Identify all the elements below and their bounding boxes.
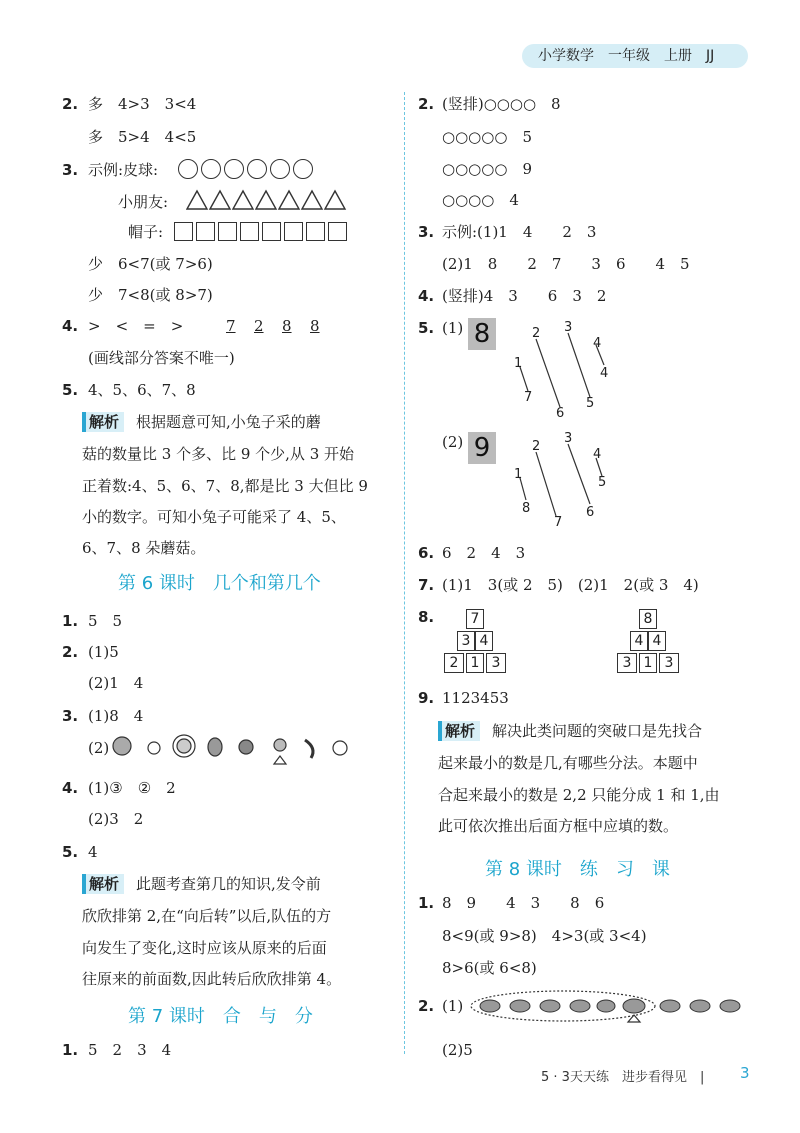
analysis-text: 根据题意可知,小兔子采的蘑 bbox=[136, 413, 321, 431]
answer-line: 多 4>3 3<4 bbox=[88, 95, 197, 113]
analysis-block bbox=[438, 721, 702, 741]
diagram-number: 2 bbox=[532, 326, 541, 341]
answer-line: (1)1 3(或 2 5) (2)1 2(或 3 4) bbox=[442, 576, 699, 594]
pyramid-cell: 7 bbox=[466, 609, 484, 629]
analysis-text: 起来最小的数是几,有哪些分法。本题中 bbox=[438, 754, 698, 772]
underlined-answer: 2 bbox=[254, 317, 264, 335]
strawberry-icon bbox=[274, 739, 286, 751]
answer-line: (竖排)4 3 6 3 2 bbox=[442, 287, 607, 305]
sub-label: (1) bbox=[442, 997, 464, 1015]
triangle-shape bbox=[210, 191, 230, 209]
q-number: 2. bbox=[418, 997, 435, 1015]
pyramid-cell: 4 bbox=[630, 631, 648, 651]
pyramid-cell: 3 bbox=[617, 653, 637, 673]
diagram-number: 6 bbox=[556, 406, 565, 420]
highlighted-digit: 8 bbox=[468, 318, 496, 350]
square-shape bbox=[284, 222, 303, 241]
answer-line: (2)1 8 2 7 3 6 4 5 bbox=[442, 255, 690, 273]
triangle-shape bbox=[256, 191, 276, 209]
analysis-block bbox=[82, 874, 321, 894]
answer-label: 帽子: bbox=[128, 223, 164, 241]
pyramid-cell: 2 bbox=[444, 653, 464, 673]
fish-icon bbox=[690, 1000, 710, 1012]
q-number: 3. bbox=[62, 161, 79, 179]
circle-shape bbox=[224, 159, 244, 179]
answer-line: 8<9(或 9>8) 4>3(或 3<4) bbox=[442, 927, 647, 945]
q-number: 7. bbox=[418, 576, 435, 594]
triangle-shape bbox=[325, 191, 345, 209]
peach-icon bbox=[333, 741, 347, 755]
pyramid-cell: 8 bbox=[639, 609, 657, 629]
square-shape bbox=[218, 222, 237, 241]
q-number: 2. bbox=[62, 643, 79, 661]
diagram-number: 1 bbox=[514, 356, 523, 371]
analysis-tag: 解析 bbox=[438, 721, 480, 741]
pyramid-cell: 3 bbox=[486, 653, 506, 673]
diagram-number: 4 bbox=[593, 447, 602, 462]
column-divider bbox=[404, 92, 405, 1054]
q-number: 5. bbox=[418, 319, 435, 337]
fish-icon bbox=[660, 1000, 680, 1012]
q-number: 3. bbox=[62, 707, 79, 725]
diagram-number: 2 bbox=[532, 439, 541, 454]
answer-line: 示例:(1)1 4 2 3 bbox=[442, 223, 597, 241]
pyramid-b bbox=[615, 609, 685, 675]
diagram-number: 3 bbox=[564, 431, 573, 446]
analysis-text: 正着数:4、5、6、7、8,都是比 3 大但比 9 bbox=[82, 477, 368, 495]
analysis-text: 菇的数量比 3 个多、比 9 个少,从 3 开始 bbox=[82, 445, 355, 463]
answer-line: (2)3 2 bbox=[88, 810, 144, 828]
apple-icon bbox=[148, 742, 160, 754]
answer-label: 小朋友: bbox=[118, 193, 169, 211]
underlined-answer: 7 bbox=[226, 317, 236, 335]
answer-line: (1)8 4 bbox=[88, 707, 144, 725]
fish-icon bbox=[623, 999, 645, 1013]
number-lines-diagram-2 bbox=[508, 428, 618, 533]
answer-line: (1)③ ② 2 bbox=[88, 779, 176, 797]
circle-shape bbox=[178, 159, 198, 179]
answer-line: 4、5、6、7、8 bbox=[88, 381, 196, 399]
answer-line: 少 6<7(或 7>6) bbox=[88, 255, 213, 273]
answer-line: ○○○○ 4 bbox=[442, 191, 519, 209]
circle-row bbox=[178, 159, 313, 179]
answer-line: (2)5 bbox=[442, 1041, 473, 1059]
answer-label: 示例:皮球: bbox=[88, 161, 159, 179]
circle-shape bbox=[270, 159, 290, 179]
diagram-number: 3 bbox=[564, 320, 573, 335]
square-shape bbox=[196, 222, 215, 241]
q-number: 6. bbox=[418, 544, 435, 562]
square-row bbox=[174, 222, 347, 241]
diagram-number: 7 bbox=[554, 515, 563, 530]
answer-line: 少 7<8(或 8>7) bbox=[88, 286, 213, 304]
symbols: > < = > bbox=[88, 317, 184, 335]
answer-line: ○○○○○ 5 bbox=[442, 128, 532, 146]
diagram-number: 4 bbox=[600, 366, 609, 381]
answer-line: (2)1 4 bbox=[88, 674, 144, 692]
fish-icon bbox=[510, 1000, 530, 1012]
triangle-row bbox=[186, 189, 366, 211]
pyramid-cell: 3 bbox=[457, 631, 475, 651]
circle-shape bbox=[293, 159, 313, 179]
triangle-shape bbox=[279, 191, 299, 209]
answer-line: 6 2 4 3 bbox=[442, 544, 526, 562]
diagram-number: 1 bbox=[514, 467, 523, 482]
answer-line: (1)5 bbox=[88, 643, 119, 661]
square-shape bbox=[262, 222, 281, 241]
q-number: 1. bbox=[418, 894, 435, 912]
diagram-number: 5 bbox=[598, 475, 607, 490]
triangle-marker-icon bbox=[274, 756, 286, 764]
analysis-text: 向发生了变化,这时应该从原来的后面 bbox=[82, 939, 327, 957]
note: (画线部分答案不唯一) bbox=[88, 349, 235, 367]
q-number: 8. bbox=[418, 608, 435, 626]
answer-line: 1123453 bbox=[442, 689, 509, 707]
triangle-shape bbox=[302, 191, 322, 209]
q-number: 4. bbox=[62, 779, 79, 797]
q-number: 9. bbox=[418, 689, 435, 707]
diagram-number: 7 bbox=[524, 390, 533, 405]
circle-shape bbox=[247, 159, 267, 179]
pyramid-cell: 4 bbox=[648, 631, 666, 651]
square-shape bbox=[240, 222, 259, 241]
square-shape bbox=[174, 222, 193, 241]
analysis-text: 小的数字。可知小兔子可能采了 4、5、 bbox=[82, 508, 346, 526]
underlined-answer: 8 bbox=[310, 317, 320, 335]
diagram-number: 4 bbox=[593, 336, 602, 351]
answer-line: (2) bbox=[88, 739, 110, 757]
analysis-text: 往原来的前面数,因此转后欣欣排第 4。 bbox=[82, 970, 342, 988]
answer-line: 8 9 4 3 8 6 bbox=[442, 894, 605, 912]
pyramid-cell: 4 bbox=[475, 631, 493, 651]
sub-label: (1) bbox=[442, 319, 464, 337]
q-number: 1. bbox=[62, 612, 79, 630]
fish-icon bbox=[570, 1000, 590, 1012]
pyramid-cell: 1 bbox=[639, 653, 657, 673]
analysis-text: 欣欣排第 2,在“向后转”以后,队伍的方 bbox=[82, 907, 332, 925]
analysis-text: 此题考查第几的知识,发令前 bbox=[136, 875, 321, 893]
answer-line: ○○○○○ 9 bbox=[442, 160, 532, 178]
analysis-text: 解决此类问题的突破口是先找合 bbox=[492, 722, 703, 740]
diagram-number: 5 bbox=[586, 396, 595, 411]
fish-icon bbox=[480, 1000, 500, 1012]
banana-icon bbox=[305, 740, 313, 758]
q-number: 2. bbox=[62, 95, 79, 113]
header-label: 小学数学 一年级 上册 JJ bbox=[522, 44, 748, 68]
q-number: 4. bbox=[62, 317, 79, 335]
triangle-shape bbox=[187, 191, 207, 209]
fish-icon bbox=[540, 1000, 560, 1012]
highlighted-digit: 9 bbox=[468, 432, 496, 464]
analysis-text: 合起来最小的数是 2,2 只能分成 1 和 1,由 bbox=[438, 786, 720, 804]
watermelon-icon bbox=[113, 737, 131, 755]
answer-line: 多 5>4 4<5 bbox=[88, 128, 197, 146]
grape-icon bbox=[239, 740, 253, 754]
triangle-shape bbox=[233, 191, 253, 209]
answer-line: (竖排)○○○○ 8 bbox=[442, 95, 561, 113]
fish-icon bbox=[597, 1000, 615, 1012]
q-number: 2. bbox=[418, 95, 435, 113]
pyramid-cell: 1 bbox=[466, 653, 484, 673]
fruit-row bbox=[112, 734, 352, 770]
pineapple-icon bbox=[208, 738, 222, 756]
answer-line: 4 bbox=[88, 843, 98, 861]
pyramid-a bbox=[442, 609, 512, 675]
underlined-answer: 8 bbox=[282, 317, 292, 335]
q-number: 3. bbox=[418, 223, 435, 241]
diagram-number: 8 bbox=[522, 501, 531, 516]
square-shape bbox=[306, 222, 325, 241]
analysis-tag: 解析 bbox=[82, 874, 124, 894]
diagram-number: 6 bbox=[586, 505, 595, 520]
analysis-text: 6、7、8 朵蘑菇。 bbox=[82, 539, 206, 557]
analysis-tag: 解析 bbox=[82, 412, 124, 432]
fish-icon bbox=[720, 1000, 740, 1012]
answer-line: 8>6(或 6<8) bbox=[442, 959, 537, 977]
analysis-text: 此可依次推出后面方框中应填的数。 bbox=[438, 817, 679, 835]
section-title: 第 8 课时 练 习 课 bbox=[485, 859, 670, 880]
number-lines-diagram-1 bbox=[508, 315, 618, 420]
fish-row bbox=[468, 988, 758, 1028]
pyramid-cell: 3 bbox=[659, 653, 679, 673]
page-number: 3 bbox=[740, 1064, 750, 1082]
section-title: 第 7 课时 合 与 分 bbox=[128, 1006, 313, 1027]
analysis-block bbox=[82, 412, 321, 432]
square-shape bbox=[328, 222, 347, 241]
answer-line: 5 2 3 4 bbox=[88, 1041, 172, 1059]
footer-text: 5 · 3天天练 进步看得见 | bbox=[541, 1070, 705, 1085]
answer-line: 5 5 bbox=[88, 612, 123, 630]
q-number: 4. bbox=[418, 287, 435, 305]
sub-label: (2) bbox=[442, 433, 464, 451]
circle-shape bbox=[201, 159, 221, 179]
section-title: 第 6 课时 几个和第几个 bbox=[118, 573, 321, 594]
q-number: 5. bbox=[62, 843, 79, 861]
q-number: 1. bbox=[62, 1041, 79, 1059]
q-number: 5. bbox=[62, 381, 79, 399]
